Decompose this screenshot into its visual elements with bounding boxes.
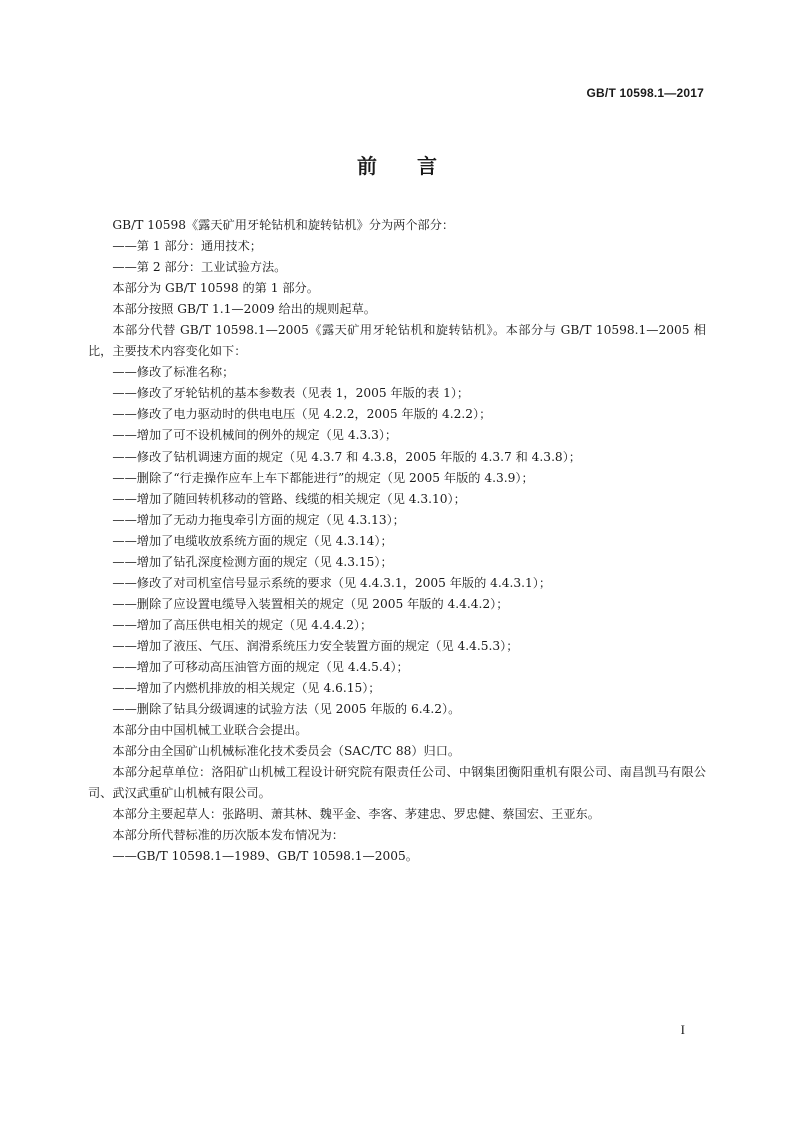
list-item-change: ——删除了“行走操作应车上车下都能进行”的规定（见 2005 年版的 4.3.9）； — [112, 470, 534, 485]
list-item-change: ——修改了钻机调速方面的规定（见 4.3.7 和 4.3.8，2005 年版的 4.3.7 和 4.3.8）； — [112, 449, 581, 464]
paragraph-part-statement: 本部分为 GB/T 10598 的第 1 部分。 — [112, 281, 319, 296]
page-title: 前言 — [357, 154, 477, 178]
list-item-change: ——增加了钻孔深度检测方面的规定（见 4.3.15）； — [112, 554, 393, 569]
page-number: I — [680, 1022, 685, 1037]
paragraph-parts-intro: GB/T 10598《露天矿用牙轮钻机和旋转钻机》分为两个部分： — [112, 218, 455, 232]
list-item-change: ——增加了内燃机排放的相关规定（见 4.6.15）； — [112, 681, 381, 696]
list-item-change: ——增加了无动力拖曳牵引方面的规定（见 4.3.13）； — [112, 512, 405, 527]
list-item-change: ——增加了可不设机械间的例外的规定（见 4.3.3）； — [112, 428, 398, 443]
list-item-part-1: ——第 1 部分：通用技术； — [112, 239, 262, 254]
list-item-change: ——增加了电缆收放系统方面的规定（见 4.3.14）； — [112, 533, 393, 548]
list-item-change: ——增加了可移动高压油管方面的规定（见 4.4.5.4）； — [112, 659, 409, 674]
paragraph-history-intro: 本部分所代替标准的历次版本发布情况为： — [112, 828, 344, 843]
list-item-change: ——删除了钻具分级调速的试验方法（见 2005 年版的 6.4.2）。 — [112, 702, 461, 717]
list-item-part-2: ——第 2 部分：工业试验方法。 — [112, 260, 287, 275]
paragraph-proposer: 本部分由中国机械工业联合会提出。 — [112, 723, 308, 738]
list-item-change: ——增加了高压供电相关的规定（见 4.4.4.2）； — [112, 617, 373, 632]
list-item-change: ——删除了应设置电缆导入装置相关的规定（见 2005 年版的 4.4.4.2）； — [112, 596, 509, 611]
paragraph-committee: 本部分由全国矿山机械标准化技术委员会（SAC/TC 88）归口。 — [112, 744, 461, 759]
list-item-change: ——修改了电力驱动时的供电电压（见 4.2.2，2005 年版的 4.2.2）； — [112, 407, 492, 422]
paragraph-replaces: 本部分代替 GB/T 10598.1—2005《露天矿用牙轮钻机和旋转钻机》。本部分与 GB/T 10598.1—2005 相比，主要技术内容变化如下： — [88, 323, 706, 359]
standard-number: GB/T 10598.1—2017 — [586, 86, 704, 100]
list-item-change: ——修改了对司机室信号显示系统的要求（见 4.4.3.1，2005 年版的 4.4.3.1）； — [112, 575, 552, 590]
paragraph-drafters: 本部分主要起草人：张路明、萧其林、魏平金、李客、茅建忠、罗忠健、蔡国宏、王亚东。 — [112, 807, 600, 822]
paragraph-drafting-rules: 本部分按照 GB/T 1.1—2009 给出的规则起草。 — [112, 302, 376, 317]
foreword-body — [88, 215, 706, 867]
list-item-change: ——增加了随回转机移动的管路、线缆的相关规定（见 4.3.10）； — [112, 491, 466, 506]
list-item-change: ——修改了牙轮钻机的基本参数表（见表 1，2005 年版的表 1）； — [112, 386, 470, 401]
list-item-change: ——修改了标准名称； — [112, 365, 235, 380]
list-item-change: ——增加了液压、气压、润滑系统压力安全装置方面的规定（见 4.4.5.3）； — [112, 638, 519, 653]
list-item-history: ——GB/T 10598.1—1989、GB/T 10598.1—2005。 — [112, 849, 418, 864]
paragraph-drafting-units: 本部分起草单位：洛阳矿山机械工程设计研究院有限责任公司、中钢集团衡阳重机有限公司、南昌凯马有限公司、武汉武重矿山机械有限公司。 — [88, 765, 706, 801]
